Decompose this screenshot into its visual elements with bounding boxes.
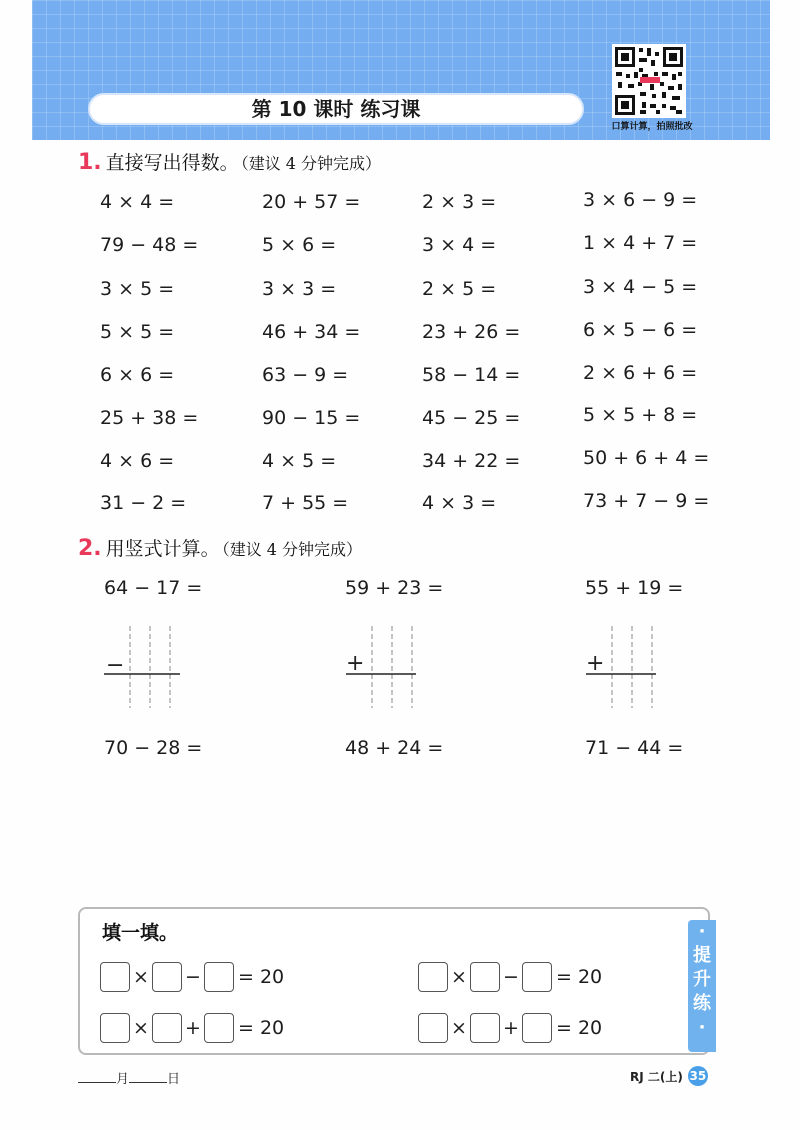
section-2-hint: （建议 4 分钟完成）	[221, 540, 363, 559]
vertical-sign: −	[106, 653, 125, 678]
equation: 7 + 55 =	[262, 492, 349, 514]
equation: 5 × 6 =	[262, 234, 337, 256]
page-number: 35	[688, 1066, 708, 1086]
equation: 6 × 5 − 6 =	[583, 319, 698, 341]
column-equation: 64 − 17 =	[104, 577, 203, 599]
tab-char: 提	[693, 945, 711, 966]
qr-caption: 口算计算，拍照批改	[611, 122, 693, 132]
equation: 4 × 5 =	[262, 450, 337, 472]
section-1-label: 直接写出得数。	[105, 152, 239, 174]
equation: 63 − 9 =	[262, 364, 349, 386]
equation: 3 × 3 =	[262, 278, 337, 300]
tab-char: ·	[698, 1017, 706, 1038]
day-blank[interactable]	[129, 1082, 167, 1083]
vertical-calc-frame	[582, 622, 672, 712]
equation: 50 + 6 + 4 =	[583, 447, 710, 469]
operator: +	[185, 1017, 201, 1039]
fill-blank-row	[418, 1013, 602, 1043]
date-field	[78, 1068, 180, 1087]
section-2-title	[78, 534, 362, 561]
column-equation: 59 + 23 =	[345, 577, 444, 599]
equation: 3 × 4 − 5 =	[583, 276, 698, 298]
answer-box[interactable]	[152, 962, 182, 992]
answer-box[interactable]	[100, 962, 130, 992]
result-text: = 20	[556, 966, 603, 988]
equation: 4 × 4 =	[100, 191, 175, 213]
operator: ×	[451, 966, 467, 988]
page-title: 第 10 课时 练习课	[88, 93, 584, 125]
vertical-calc-frame	[342, 622, 432, 712]
equation: 3 × 4 =	[422, 234, 497, 256]
operator: ×	[133, 966, 149, 988]
equation: 58 − 14 =	[422, 364, 521, 386]
answer-box[interactable]	[152, 1013, 182, 1043]
result-text: = 20	[238, 966, 285, 988]
section-2-label: 用竖式计算。	[105, 538, 220, 560]
operator: ×	[451, 1017, 467, 1039]
equation: 6 × 6 =	[100, 364, 175, 386]
answer-box[interactable]	[100, 1013, 130, 1043]
equation: 2 × 6 + 6 =	[583, 362, 698, 384]
equation: 2 × 3 =	[422, 191, 497, 213]
fill-blank-row	[100, 962, 284, 992]
operator: −	[185, 966, 201, 988]
operator: ×	[133, 1017, 149, 1039]
day-label: 日	[167, 1072, 181, 1087]
answer-box[interactable]	[204, 1013, 234, 1043]
equation: 4 × 3 =	[422, 492, 497, 514]
result-text: = 20	[238, 1017, 285, 1039]
operator: −	[503, 966, 519, 988]
vertical-sign: +	[586, 651, 605, 676]
footer-edition	[630, 1066, 708, 1086]
answer-box[interactable]	[522, 962, 552, 992]
answer-box[interactable]	[470, 962, 500, 992]
vertical-calc-frame	[100, 622, 190, 712]
equation: 23 + 26 =	[422, 321, 521, 343]
equation: 73 + 7 − 9 =	[583, 490, 710, 512]
equation: 4 × 6 =	[100, 450, 175, 472]
equation: 20 + 57 =	[262, 191, 361, 213]
answer-box[interactable]	[418, 962, 448, 992]
vertical-sign: +	[346, 651, 365, 676]
equation: 2 × 5 =	[422, 278, 497, 300]
section-1-hint: （建议 4 分钟完成）	[240, 154, 382, 173]
section-1-number: 1.	[78, 150, 102, 175]
equation: 45 − 25 =	[422, 407, 521, 429]
answer-box[interactable]	[204, 962, 234, 992]
equation: 25 + 38 =	[100, 407, 199, 429]
column-equation: 71 − 44 =	[585, 737, 684, 759]
operator: +	[503, 1017, 519, 1039]
tab-char: 升	[693, 969, 711, 990]
equation: 3 × 5 =	[100, 278, 175, 300]
section-2-number: 2.	[78, 536, 102, 561]
answer-box[interactable]	[418, 1013, 448, 1043]
month-blank[interactable]	[78, 1082, 116, 1083]
equation: 31 − 2 =	[100, 492, 187, 514]
month-label: 月	[116, 1072, 130, 1087]
equation: 1 × 4 + 7 =	[583, 232, 698, 254]
edition-label: RJ 二(上)	[630, 1069, 683, 1084]
practice-side-tab	[688, 920, 716, 1052]
answer-box[interactable]	[470, 1013, 500, 1043]
column-equation: 70 − 28 =	[104, 737, 203, 759]
tab-char: 练	[693, 993, 711, 1014]
column-equation: 55 + 19 =	[585, 577, 684, 599]
practice-title: 填一填。	[102, 922, 179, 944]
equation: 34 + 22 =	[422, 450, 521, 472]
fill-blank-row	[418, 962, 602, 992]
equation: 3 × 6 − 9 =	[583, 189, 698, 211]
result-text: = 20	[556, 1017, 603, 1039]
answer-box[interactable]	[522, 1013, 552, 1043]
equation: 5 × 5 =	[100, 321, 175, 343]
equation: 90 − 15 =	[262, 407, 361, 429]
fill-blank-row	[100, 1013, 284, 1043]
equation: 46 + 34 =	[262, 321, 361, 343]
qr-code-icon	[612, 44, 686, 118]
section-1-title	[78, 148, 381, 175]
equation: 5 × 5 + 8 =	[583, 404, 698, 426]
equation: 79 − 48 =	[100, 234, 199, 256]
tab-char: ·	[698, 921, 706, 942]
column-equation: 48 + 24 =	[345, 737, 444, 759]
